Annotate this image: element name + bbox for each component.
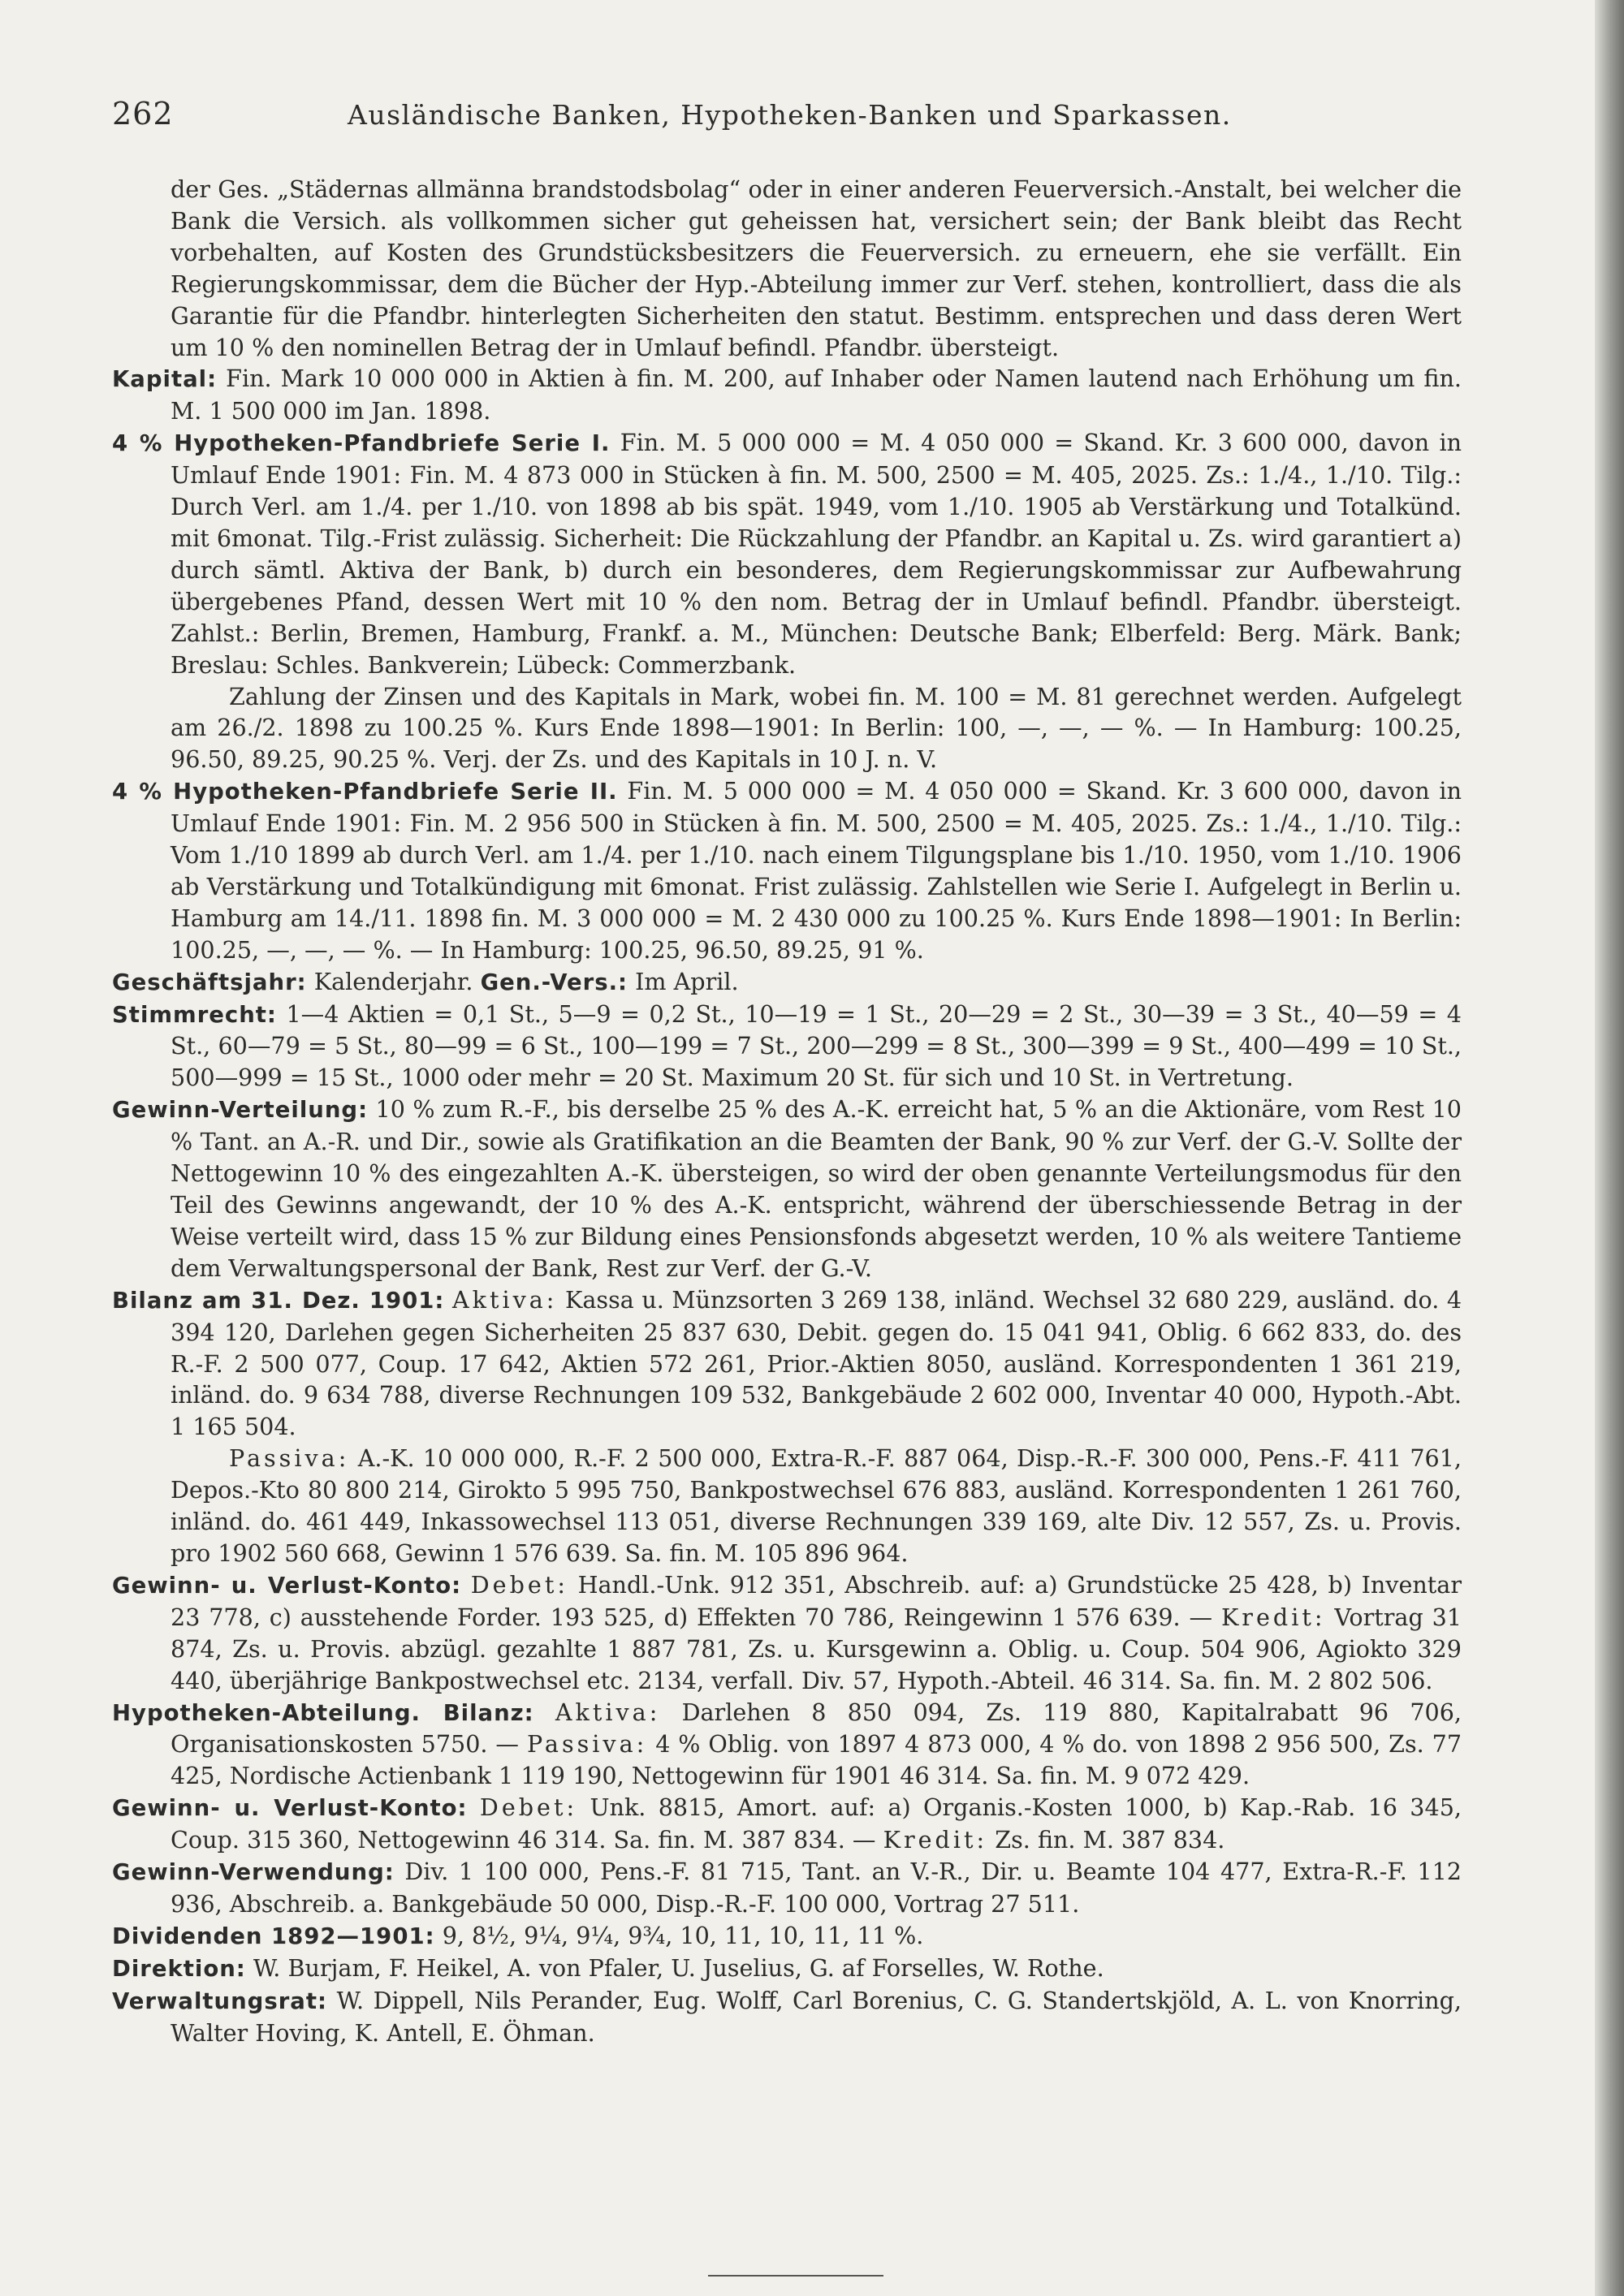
- passiva-text: A.-K. 10 000 000, R.-F. 2 500 000, Extra-R.-F. 887 064, Disp.-R.-F. 300 000, Pens.-F. 411 761, Depos.-Kto 80 800 214, Girokto 5 995 750, Bankpostwechsel 676 883, ausländ. Korrespondenten 1 261 760, inländ. do. 461 449, Inkassowechsel 113 051, diverse Rechnungen 339 169, alte Div. 12 557, Zs. u. Provis. pro 1902 560 668, Gewinn 1 576 639. Sa. fin. M. 105 896 964.: [171, 1444, 1462, 1567]
- page-number: 262: [112, 96, 174, 132]
- kredit-text: Vortrag 31 874, Zs. u. Provis. abzügl. gezahlte 1 887 781, Zs. u. Kursgewinn a. Oblig. u. Coup. 504 906, Agiokto 329 440, überjährige Bankpostwechsel etc. 2134, verfall. Div. 57, Hypoth.-Abteil. 46 314. Sa. fin. M. 2 802 506.: [171, 1603, 1462, 1694]
- footer-rule: [708, 2275, 883, 2277]
- entry-label: Gewinn-Verwendung:: [112, 1859, 395, 1886]
- entry-text: 9, 8½, 9¼, 9¼, 9¾, 10, 11, 10, 11, 11 %.: [442, 1921, 924, 1949]
- entry-gewinn-verlust-konto: [112, 1569, 1462, 1697]
- intro-paragraph: der Ges. „Städernas allmänna brandstodsbolag“ oder in einer anderen Feuerversich.-Anstalt, bei welcher die Bank die Versich. als vollkommen sicher gut geheissen hat, versichert sein; der Bank bleibt das Recht vorbehalten, auf Kosten des Grundstücksbesitzers die Feuerversich. zu erneuern, ehe sie verfällt. Ein Regierungskommissar, dem die Bücher der Hyp.-Abteilung immer zur Verf. stehen, kontrolliert, dass die als Garantie für die Pfandbr. hinterlegten Sicherheiten den statut. Bestimm. entsprechen und dass deren Wert um 10 % den nominellen Betrag der in Umlauf befindl. Pfandbr. übersteigt.: [171, 175, 1462, 361]
- aktiva-text: Kassa u. Münzsorten 3 269 138, inländ. Wechsel 32 680 229, ausländ. do. 4 394 120, Darlehen gegen Sicherheiten 25 837 630, Debit. gegen do. 15 041 941, Oblig. 6 662 833, do. des R.-F. 2 500 077, Coup. 17 642, Aktien 572 261, Prior.-Aktien 8050, ausländ. Korrespondenten 1 361 219, inländ. do. 9 634 788, diverse Rechnungen 109 532, Bankgebäude 2 602 000, Inventar 40 000, Hypoth.-Abt. 1 165 504.: [171, 1285, 1462, 1441]
- entry-pfandbriefe-serie-2: [112, 775, 1462, 965]
- entry-label: Direktion:: [112, 1955, 246, 1982]
- entry-text: 1—4 Aktien = 0,1 St., 5—9 = 0,2 St., 10—19 = 1 St., 20—29 = 2 St., 30—39 = 3 St., 40—59 = 4 St., 60—79 = 5 St., 80—99 = 6 St., 100—199 = 7 St., 200—299 = 8 St., 300—399 = 9 St., 400—499 = 10 St., 500—999 = 15 St., 1000 oder mehr = 20 St. Maximum 20 St. für sich und 10 St. in Vertretung.: [171, 999, 1462, 1092]
- entry-text: Div. 1 100 000, Pens.-F. 81 715, Tant. an V.-R., Dir. u. Beamte 104 477, Extra-R.-F. 112 936, Abschreib. a. Bankgebäude 50 000, Disp.-R.-F. 100 000, Vortrag 27 511.: [171, 1858, 1462, 1918]
- passiva-label: Passiva:: [526, 1730, 648, 1759]
- running-title: Ausländische Banken, Hypotheken-Banken und Sparkassen.: [348, 99, 1232, 131]
- entry-label-gen-vers: Gen.-Vers.:: [480, 969, 628, 995]
- entry-pfandbriefe-serie-1: [112, 427, 1462, 680]
- entry-text: Fin. Mark 10 000 000 in Aktien à fin. M. 200, auf Inhaber oder Namen lautend nach Erhöhung um fin. M. 1 500 000 im Jan. 1898.: [171, 365, 1462, 425]
- entry-text: W. Burjam, F. Heikel, A. von Pfaler, U. Juselius, G. af Forselles, W. Rothe.: [253, 1953, 1104, 1982]
- entry-gewinn-verteilung: [112, 1094, 1462, 1284]
- scan-page-edge: [1595, 0, 1624, 2296]
- entry-direktion: [112, 1953, 1462, 1985]
- kredit-label: Kredit:: [1220, 1603, 1326, 1631]
- entry-label: Gewinn-Verteilung:: [112, 1097, 369, 1124]
- passiva-label: Passiva:: [229, 1444, 350, 1473]
- passiva-text: 4 % Oblig. von 1897 4 873 000, 4 % do. von 1898 2 956 500, Zs. 77 425, Nordische Actienbank 1 119 190, Nettogewinn für 1901 46 314. Sa. fin. M. 9 072 429.: [171, 1730, 1462, 1790]
- entry-label: Stimmrecht:: [112, 1001, 277, 1028]
- entry-text: Fin. M. 5 000 000 = M. 4 050 000 = Skand. Kr. 3 600 000, davon in Umlauf Ende 1901: Fin. M. 4 873 000 in Stücken à fin. M. 500, 2500 = M. 405, 2025. Zs.: 1./4., 1./10. Tilg.: Durch Verl. am 1./4. per 1./10. von 1898 ab bis spät. 1949, vom 1./10. 1905 ab Verstärkung und Totalkünd. mit 6monat. Tilg.-Frist zulässig. Sicherheit: Die Rückzahlung der Pfandbr. an Kapital u. Zs. wird garantiert a) durch sämtl. Aktiva der Bank, b) durch ein besonderes, dem Regierungskommissar zur Aufbewahrung übergebenes Pfand, dessen Wert mit 10 % den nom. Betrag der in Umlauf befindl. Pfandbr. übersteigt. Zahlst.: Berlin, Bremen, Hamburg, Frankf. a. M., München: Deutsche Bank; Elberfeld: Berg. Märk. Bank; Breslau: Schles. Bankverein; Lübeck: Commerzbank.: [171, 429, 1462, 679]
- aktiva-text: Darlehen 8 850 094, Zs. 119 880, Kapitalrabatt 96 706, Organisationskosten 5750. —: [171, 1698, 1462, 1759]
- entry-kapital: [112, 363, 1462, 427]
- entry-label: Hypotheken-Abteilung. Bilanz:: [112, 1699, 534, 1726]
- entry-label: Dividenden 1892—1901:: [112, 1923, 435, 1949]
- entry-stimmrecht: [112, 999, 1462, 1094]
- debet-label: Debet:: [470, 1570, 568, 1599]
- entry-verwaltungsrat: [112, 1985, 1462, 2049]
- entry-text: Kalenderjahr.: [313, 967, 473, 995]
- entry-label: Bilanz am 31. Dez. 1901:: [112, 1287, 445, 1314]
- debet-text: Handl.-Unk. 912 351, Abschreib. auf: a) Grundstücke 25 428, b) Inventar 23 778, c) ausstehende Forder. 193 525, d) Effekten 70 786, Reingewinn 1 576 639. —: [171, 1570, 1462, 1631]
- aktiva-label: Aktiva:: [555, 1698, 661, 1726]
- entry-geschaeftsjahr: [112, 966, 1462, 999]
- entry-label: Gewinn- u. Verlust-Konto:: [112, 1795, 468, 1822]
- kredit-text: Zs. fin. M. 387 834.: [995, 1826, 1225, 1854]
- entry-gewinn-verwendung: [112, 1856, 1462, 1920]
- bilanz-passiva: [112, 1443, 1462, 1569]
- entry-dividenden: [112, 1920, 1462, 1953]
- article-body: [112, 174, 1462, 2048]
- page-header: [112, 96, 1464, 145]
- entry-text: 10 % zum R.-F., bis derselbe 25 % des A.-K. erreicht hat, 5 % an die Aktionäre, vom Rest 10 % Tant. an A.-R. und Dir., sowie als Gratifikation an die Beamten der Bank, 90 % zur Verf. der G.-V. Sollte der Nettogewinn 10 % des eingezahlten A.-K. übersteigen, so wird der oben genannte Verteilungsmodus für den Teil des Gewinns angewandt, der 10 % des A.-K. entspricht, während der überschiessende Betrag in der Weise verteilt wird, dass 15 % zur Bildung eines Pensionsfonds abgesetzt werden, 10 % als weitere Tantieme dem Verwaltungspersonal der Bank, Rest zur Verf. der G.-V.: [171, 1095, 1462, 1282]
- debet-label: Debet:: [479, 1793, 578, 1822]
- kredit-label: Kredit:: [883, 1826, 988, 1854]
- entry-label: 4 % Hypotheken-Pfandbriefe Serie I.: [112, 430, 611, 457]
- entry-text: W. Dippell, Nils Perander, Eug. Wolff, Carl Borenius, C. G. Standertskjöld, A. L. von Knorring, Walter Hoving, K. Antell, E. Öhman.: [171, 1986, 1462, 2047]
- entry-label: Kapital:: [112, 366, 218, 393]
- entry-pfandbriefe-serie-1-continued: Zahlung der Zinsen und des Kapitals in Mark, wobei fin. M. 100 = M. 81 gerechnet werden. Aufgelegt am 26./2. 1898 zu 100.25 %. Kurs Ende 1898—1901: In Berlin: 100, —, —, — %. — In Hamburg: 100.25, 96.50, 89.25, 90.25 %. Verj. der Zs. und des Kapitals in 10 J. n. V.: [171, 682, 1462, 774]
- aktiva-label: Aktiva:: [451, 1285, 558, 1314]
- entry-label: Geschäftsjahr:: [112, 969, 307, 995]
- entry-text: Fin. M. 5 000 000 = M. 4 050 000 = Skand. Kr. 3 600 000, davon in Umlauf Ende 1901: Fin. M. 2 956 500 in Stücken à fin. M. 500, 2500 = M. 405, 2025. Zs.: 1./4., 1./10. Tilg.: Vom 1./10 1899 ab durch Verl. am 1./4. per 1./10. nach einem Tilgungsplane bis 1./10. 1950, vom 1./10. 1906 ab Verstärkung und Totalkündigung mit 6monat. Frist zulässig. Zahlstellen wie Serie I. Aufgelegt in Berlin u. Hamburg am 14./11. 1898 fin. M. 3 000 000 = M. 2 430 000 zu 100.25 %. Kurs Ende 1898—1901: In Berlin: 100.25, —, —, — %. — In Hamburg: 100.25, 96.50, 89.25, 91 %.: [171, 777, 1462, 964]
- entry-bilanz: [112, 1284, 1462, 1444]
- debet-text: Unk. 8815, Amort. auf: a) Organis.-Kosten 1000, b) Kap.-Rab. 16 345, Coup. 315 360, Nettogewinn 46 314. Sa. fin. M. 387 834. —: [171, 1793, 1462, 1854]
- entry-hypotheken-abteilung: [112, 1697, 1462, 1793]
- entry-gewinn-verlust-konto-hyp: [112, 1792, 1462, 1856]
- entry-text-gen-vers: Im April.: [635, 967, 739, 995]
- entry-label: Gewinn- u. Verlust-Konto:: [112, 1572, 462, 1599]
- entry-label: Verwaltungsrat:: [112, 1987, 327, 2014]
- entry-label: 4 % Hypotheken-Pfandbriefe Serie II.: [112, 779, 618, 805]
